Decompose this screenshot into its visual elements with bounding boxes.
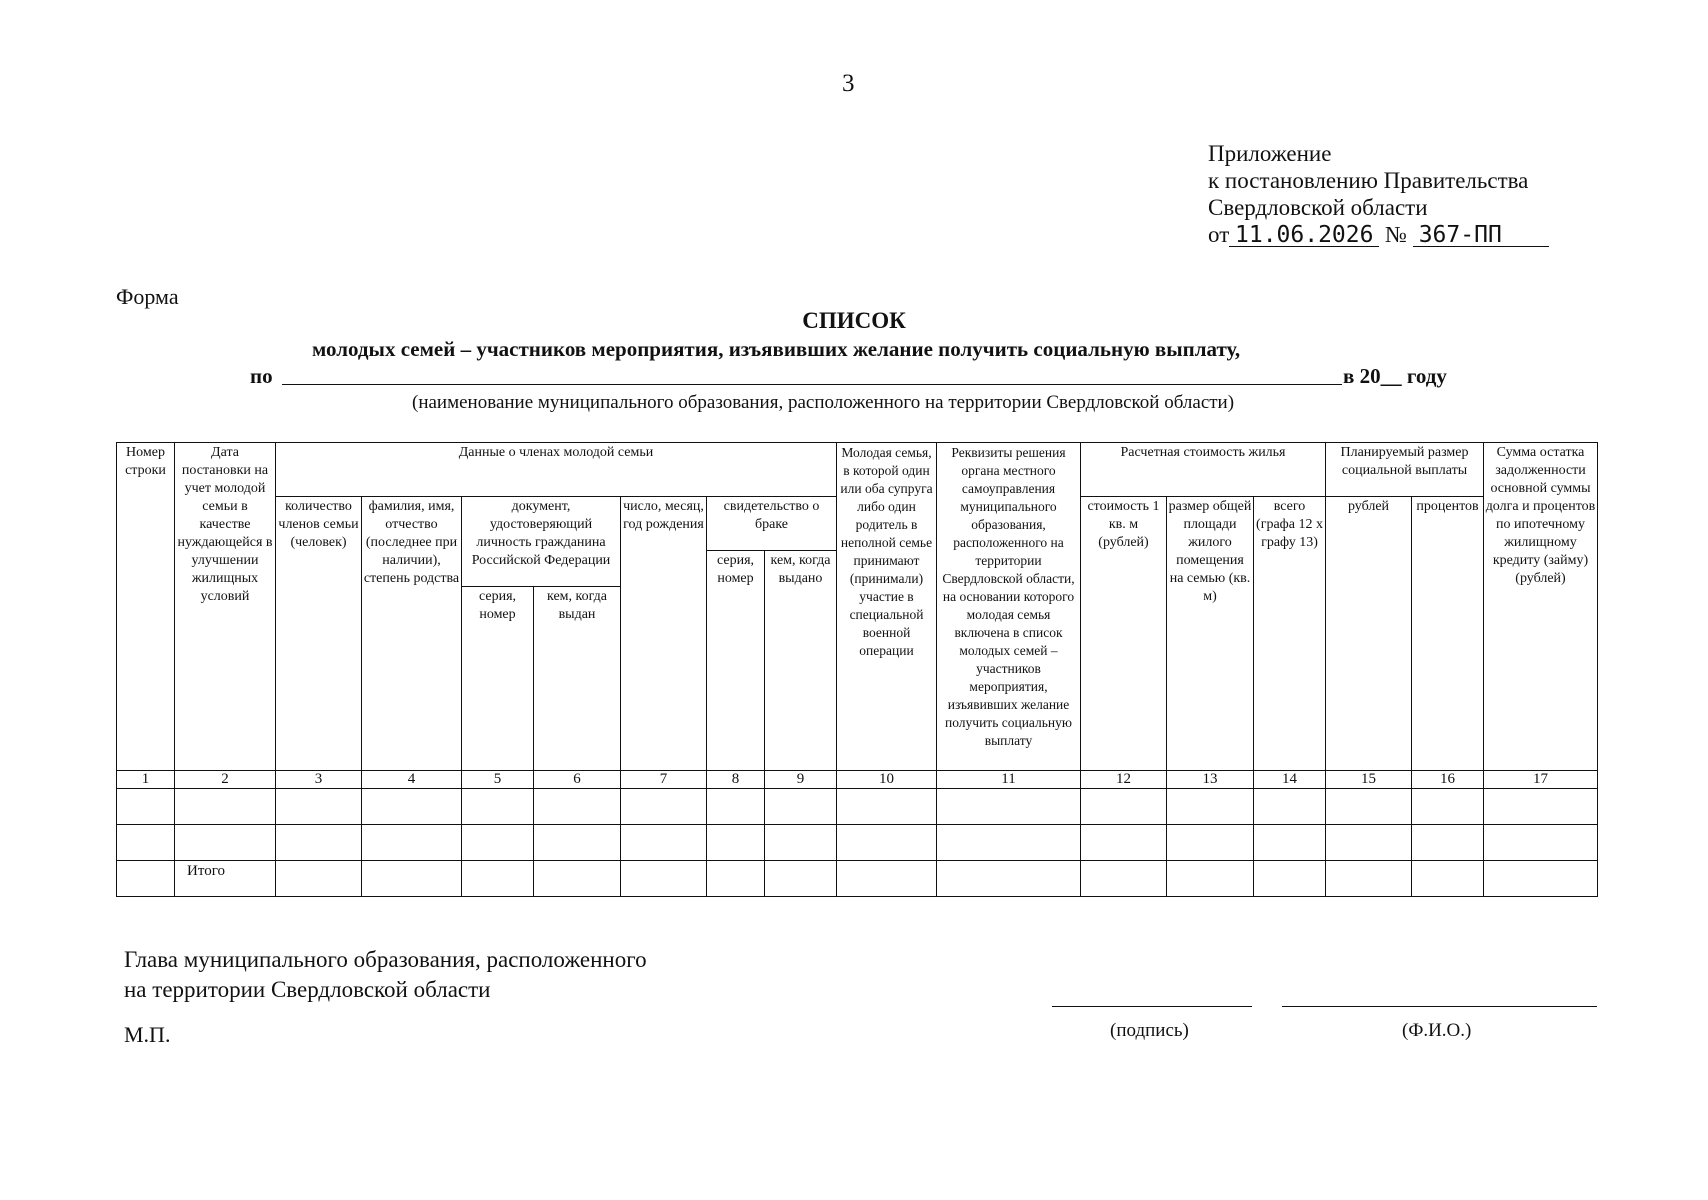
resolution-number: 367-ПП: [1413, 224, 1549, 247]
table-row: [117, 825, 1598, 861]
column-number-2: 2: [175, 771, 276, 789]
header-full-name: фамилия, имя, отчество (последнее при наличии), степень родства: [362, 497, 462, 771]
municipality-caption: (наименование муниципального образования, расположенного на территории Свердловской области): [412, 392, 1235, 413]
date-prefix: от: [1208, 222, 1230, 247]
fio-line: [1282, 1006, 1597, 1007]
column-number-6: 6: [534, 771, 621, 789]
header-marriage-series-number: серия, номер: [707, 551, 765, 771]
header-decision-details: Реквизиты решения органа местного самоуправления муниципального образования, расположенного на территории Свердловской области, на основании которого молодая семья включена в список молодых семей – участников мероприятия, изъявивших желание получить социальную выплату: [937, 443, 1081, 771]
po-label: по: [250, 364, 273, 388]
appendix-block: [1208, 140, 1549, 248]
fio-caption: (Ф.И.О.): [1402, 1020, 1472, 1041]
header-cost-per-sqm: стоимость 1 кв. м (рублей): [1081, 497, 1167, 771]
head-signature-block: [124, 945, 647, 1005]
column-number-9: 9: [765, 771, 837, 789]
page-number: 3: [842, 70, 855, 97]
form-label: Форма: [116, 284, 179, 309]
column-number-11: 11: [937, 771, 1081, 789]
column-number-7: 7: [621, 771, 707, 789]
appendix-date-line: [1208, 221, 1549, 248]
document-subtitle: молодых семей – участников мероприятия, изъявивших желание получить социальную выплату,: [312, 337, 1241, 361]
column-number-15: 15: [1326, 771, 1412, 789]
head-title-line-2: на территории Свердловской области: [124, 977, 491, 1002]
total-row: [117, 861, 1598, 897]
header-mortgage-balance: Сумма остатка задолженности основной суммы долга и процентов по ипотечному жилищному кредиту (займу) (рублей): [1484, 443, 1598, 771]
header-marriage-cert: свидетельство о браке: [707, 497, 837, 551]
number-prefix: №: [1385, 222, 1407, 247]
column-number-14: 14: [1254, 771, 1326, 789]
header-member-count: количество членов семьи (человек): [276, 497, 362, 771]
municipality-blank-line: [282, 384, 1342, 385]
header-row-number: Номер строки: [117, 443, 175, 771]
total-label: Итого: [175, 861, 276, 897]
header-birth-date: число, месяц, год рождения: [621, 497, 707, 771]
table-row: [117, 789, 1598, 825]
stamp-label: М.П.: [124, 1022, 171, 1047]
document-title: СПИСОК: [802, 308, 906, 333]
year-text: в 20__ году: [1343, 364, 1447, 388]
column-number-1: 1: [117, 771, 175, 789]
column-number-17: 17: [1484, 771, 1598, 789]
appendix-line-1: Приложение: [1208, 141, 1332, 166]
header-area: размер общей площади жилого помещения на семью (кв. м): [1167, 497, 1254, 771]
column-number-13: 13: [1167, 771, 1254, 789]
header-rubles: рублей: [1326, 497, 1412, 771]
signature-line: [1052, 1006, 1252, 1007]
header-military-family: Молодая семья, в которой один или оба супруга либо один родитель в неполной семье принимают (принимали) участие в специальной военной операции: [837, 443, 937, 771]
header-planned-payment: Планируемый размер социальной выплаты: [1326, 443, 1484, 497]
column-number-3: 3: [276, 771, 362, 789]
header-percent: процентов: [1412, 497, 1484, 771]
column-number-16: 16: [1412, 771, 1484, 789]
resolution-date: 11.06.2026: [1229, 224, 1379, 247]
header-registration-date: Дата постановки на учет молодой семьи в качестве нуждающейся в улучшении жилищных условий: [175, 443, 276, 771]
header-total: всего (графа 12 х графу 13): [1254, 497, 1326, 771]
signature-caption: (подпись): [1110, 1020, 1189, 1041]
column-number-8: 8: [707, 771, 765, 789]
header-doc-series-number: серия, номер: [462, 587, 534, 771]
header-housing-cost: Расчетная стоимость жилья: [1081, 443, 1326, 497]
column-number-5: 5: [462, 771, 534, 789]
appendix-line-2: к постановлению Правительства: [1208, 168, 1529, 193]
header-marriage-issued-by: кем, когда выдано: [765, 551, 837, 771]
column-number-12: 12: [1081, 771, 1167, 789]
appendix-line-3: Свердловской области: [1208, 195, 1428, 220]
header-identity-doc: документ, удостоверяющий личность гражданина Российской Федерации: [462, 497, 621, 587]
header-doc-issued-by: кем, когда выдан: [534, 587, 621, 771]
column-number-10: 10: [837, 771, 937, 789]
header-family-members: Данные о членах молодой семьи: [276, 443, 837, 497]
head-title-line-1: Глава муниципального образования, расположенного: [124, 947, 647, 972]
column-number-4: 4: [362, 771, 462, 789]
families-list-table: [116, 442, 1598, 897]
